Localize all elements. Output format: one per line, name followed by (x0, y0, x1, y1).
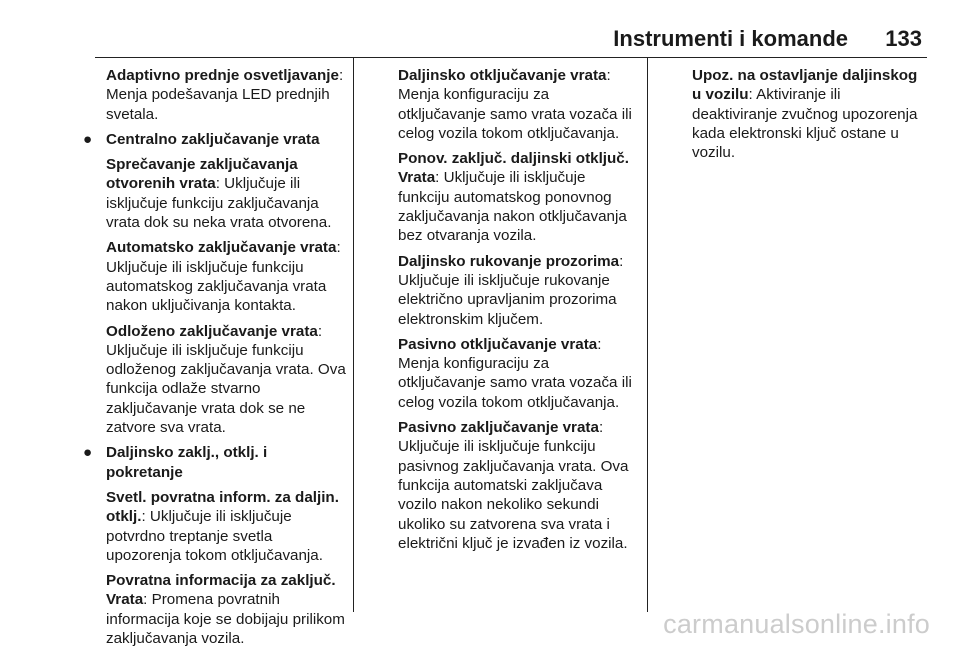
column-divider-2 (647, 58, 648, 612)
bullet-heading: Centralno zaključavanje vrata (106, 130, 320, 148)
paragraph-prevent-lock-open-doors (106, 155, 346, 232)
paragraph-title: Svetl. povratna inform. za daljin. otklj. (106, 488, 339, 526)
paragraph-text: : Menja konfiguraciju za otključavanje samo vrata vozača ili celog vozila tokom otključavanja. (398, 335, 632, 411)
text-column-1 (83, 66, 346, 654)
paragraph-delayed-lock (106, 322, 346, 438)
paragraph-text: : Aktiviranje ili deaktiviranje zvučnog upozorenja kada elektronski ključ ostane u vozilu. (692, 86, 918, 162)
paragraph-text: : Uključuje ili isključuje funkciju zaključavanja vrata dok su neka vrata otvorena. (106, 175, 332, 232)
paragraph-title: Sprečavanje zaključavanja otvorenih vrata (106, 156, 298, 193)
header-divider (95, 57, 927, 58)
paragraph-title: Adaptivno prednje osvetljavanje (106, 67, 339, 84)
paragraph-passive-unlock (398, 335, 636, 412)
paragraph-passive-lock (398, 418, 636, 553)
text-column-3 (692, 66, 930, 168)
paragraph-text: : Uključuje ili isključuje funkciju pasivnog zaključavanja vrata. Ova funkcija automatski zaključava vozilo nakon nekoliko sekundi ukoliko su zatvorena sva vrata i električni ključ je izvađen iz vozila. (398, 419, 629, 552)
paragraph-lock-feedback (106, 571, 346, 648)
paragraph-title: Pasivno otključavanje vrata (398, 335, 598, 353)
paragraph-title: Odloženo zaključavanje vrata (106, 322, 318, 340)
paragraph-relock-remote-unlock (398, 149, 636, 245)
text-column-2 (398, 66, 636, 559)
bullet-icon: ● (83, 130, 93, 148)
paragraph-remote-window (398, 252, 636, 329)
paragraph-text: : Uključuje ili isključuje funkciju automatskog zaključavanja vrata nakon uključivanja kontakta. (106, 239, 341, 315)
paragraph-text: : Uključuje ili isključuje rukovanje električno upravljanim prozorima elektronskim ključem. (398, 252, 624, 328)
paragraph-text: : Uključuje ili isključuje funkciju odloženog zaključavanja vrata. Ova funkcija odlaže stvarno zaključavanje vrata dok se ne zatvore sva vrata. (106, 322, 346, 437)
paragraph-remote-unlock (398, 66, 636, 143)
paragraph-title: Upoz. na ostavljanje daljinskog u vozilu (692, 67, 918, 104)
column-divider-1 (353, 58, 354, 612)
watermark-text: carmanualsonline.info (663, 609, 930, 639)
paragraph-text: : Menja podešavanja LED prednjih svetala. (106, 67, 344, 123)
paragraph-title: Pasivno zaključavanje vrata (398, 419, 599, 437)
page-header (0, 0, 960, 60)
paragraph-light-feedback-unlock (106, 488, 346, 565)
paragraph-text: : Uključuje ili isključuje funkciju automatskog ponovnog zaključavanja nakon otključavanja bez otvaranja vozila. (398, 169, 627, 245)
bullet-central-locking (83, 130, 346, 149)
bullet-remote-lock-start (83, 443, 346, 482)
paragraph-text: : Menja konfiguraciju za otključavanje samo vrata vozača ili celog vozila tokom otključavanja. (398, 67, 632, 142)
bullet-heading: Daljinsko zaklj., otklj. i pokretanje (106, 444, 268, 481)
paragraph-title: Ponov. zaključ. daljinski otključ. Vrata (398, 150, 629, 187)
page-number: 133 (885, 26, 922, 51)
paragraph-text: : Promena povratnih informacija koje se dobijaju prilikom zaključavanja vozila. (106, 591, 345, 648)
paragraph-title: Automatsko zaključavanje vrata (106, 239, 337, 257)
bullet-icon: ● (83, 444, 93, 462)
page-title: Instrumenti i komande (613, 26, 848, 51)
paragraph-title: Daljinsko otključavanje vrata (398, 67, 607, 84)
paragraph-adaptive-headlights (106, 66, 346, 124)
paragraph-text: : Uključuje ili isključuje potvrdno treptanje svetla upozorenja tokom otključavanja. (106, 508, 323, 564)
paragraph-auto-lock (106, 238, 346, 315)
paragraph-key-left-warning (692, 66, 930, 162)
paragraph-title: Povratna informacija za zaključ. Vrata (106, 572, 336, 609)
paragraph-title: Daljinsko rukovanje prozorima (398, 252, 620, 270)
